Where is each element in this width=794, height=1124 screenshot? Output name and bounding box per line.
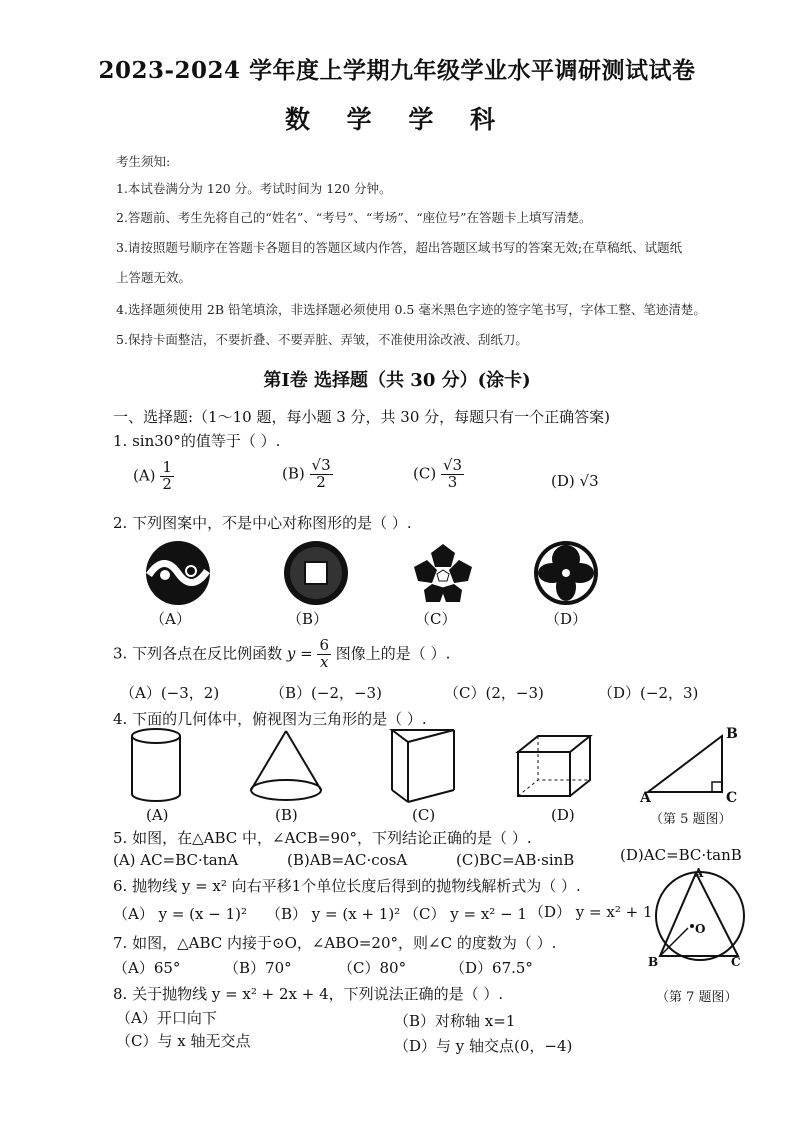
q6-option-c: （C） y = x² − 1 — [404, 905, 527, 923]
q1-option-a: (A) $\frac{1}{2}$ — [133, 458, 172, 493]
q4-figure-b — [246, 728, 326, 804]
section-instruction: 一、选择题:（1～10 题，每小题 3 分，共 30 分，每题只有一个正确答案) — [113, 408, 611, 426]
q2-figure-b — [283, 540, 349, 606]
q7-option-a: （A）65° — [113, 959, 181, 977]
q4-figure-c — [388, 726, 460, 806]
q8-option-b: （B）对称轴 x=1 — [394, 1012, 516, 1030]
q2-stem: 2. 下列图案中，不是中心对称图形的是（ ）. — [113, 514, 412, 532]
fig5-label-b: B — [726, 726, 738, 742]
notice-item-4: 4.选择题须使用 2B 铅笔填涂，非选择题必须使用 0.5 毫米黑色字迹的签字笔书写，字体工整、笔迹清楚。 — [116, 302, 706, 317]
notice-item-1: 1.本试卷满分为 120 分。考试时间为 120 分钟。 — [116, 181, 392, 196]
q4-figure-a — [128, 728, 184, 804]
q1-stem: 1. sin30°的值等于（ ）. — [113, 432, 281, 450]
notice-item-5: 5.保持卡面整洁，不要折叠、不要弄脏、弄皱，不准使用涂改液、刮纸刀。 — [116, 332, 528, 347]
q6-stem: 6. 抛物线 y = x² 向右平移1个单位长度后得到的抛物线解析式为（ ）. — [113, 877, 581, 895]
q8-option-a: （A）开口向下 — [116, 1009, 217, 1027]
q2-figure-c — [410, 540, 476, 606]
q5-option-a: (A) AC=BC·tanA — [113, 851, 239, 869]
q3-option-b: （B）(−2，−3) — [270, 684, 382, 702]
q2-label-a: （A） — [150, 610, 191, 628]
q5-option-b: (B)AB=AC·cosA — [287, 851, 408, 869]
q5-stem: 5. 如图，在△ABC 中，∠ACB=90°，下列结论正确的是（ ）. — [113, 829, 532, 847]
q3-stem: 3. 下列各点在反比例函数 y = $\frac{6}{x}$ 图像上的是（ ）. — [113, 636, 451, 671]
q8-stem: 8. 关于抛物线 y = x² + 2x + 4，下列说法正确的是（ ）. — [113, 985, 504, 1003]
q7-stem: 7. 如图，△ABC 内接于⊙O，∠ABO=20°，则∠C 的度数为（ ）. — [113, 934, 557, 952]
fig7-label-a: A — [694, 866, 704, 880]
q7-option-c: （C）80° — [338, 959, 407, 977]
q4-label-a: (A) — [146, 806, 169, 824]
q1-option-b: (B) $\frac{√3}{2}$ — [282, 456, 331, 491]
q8-option-d: （D）与 y 轴交点(0，−4) — [394, 1037, 573, 1055]
notice-item-3-cont: 上答题无效。 — [116, 270, 192, 285]
fig7-circle — [650, 866, 750, 966]
notice-heading: 考生须知: — [116, 154, 171, 169]
q7-option-d: （D）67.5° — [450, 959, 533, 977]
q3-option-c: （C）(2，−3) — [444, 684, 544, 702]
fig7-caption: （第 7 题图） — [656, 990, 738, 1005]
fig5-label-a: A — [640, 790, 651, 806]
q6-option-b: （B） y = (x + 1)² — [266, 905, 401, 923]
q2-label-c: （C） — [415, 610, 457, 628]
fig7-label-o: O — [695, 922, 706, 936]
q4-label-d: (D) — [551, 806, 575, 824]
notice-item-3: 3.请按照题号顺序在答题卡各题目的答题区域内作答，超出答题区域书写的答案无效;在草稿纸、试题纸 — [116, 240, 683, 255]
fig7-label-c: C — [731, 955, 741, 969]
q4-label-b: (B) — [275, 806, 298, 824]
q2-figure-a — [145, 540, 211, 606]
fig5-caption: （第 5 题图） — [650, 812, 732, 827]
q4-figure-d — [516, 734, 596, 800]
q2-label-d: （D） — [545, 610, 588, 628]
notice-item-2: 2.答题前、考生先将自己的“姓名”、“考号”、“考场”、“座位号”在答题卡上填写清楚。 — [116, 210, 592, 225]
q1-option-d: (D) √3 — [551, 472, 599, 490]
q1-option-c: (C) $\frac{√3}{3}$ — [413, 456, 463, 491]
q4-label-c: (C) — [412, 806, 436, 824]
q2-label-b: （B） — [287, 610, 329, 628]
q5-option-c: (C)BC=AB·sinB — [456, 851, 575, 869]
q6-option-d: （D） y = x² + 1 — [529, 903, 653, 921]
q2-figure-d — [533, 540, 599, 606]
q7-option-b: （B）70° — [224, 959, 292, 977]
q5-option-d: (D)AC=BC·tanB — [620, 846, 742, 864]
section-title: 第Ⅰ卷 选择题（共 30 分）(涂卡) — [263, 370, 531, 391]
exam-title: 2023-2024 学年度上学期九年级学业水平调研测试试卷 — [98, 57, 696, 84]
q6-option-a: （A） y = (x − 1)² — [113, 905, 248, 923]
q8-option-c: （C）与 x 轴无交点 — [116, 1032, 251, 1050]
q4-stem: 4. 下面的几何体中，俯视图为三角形的是（ ）. — [113, 710, 427, 728]
q3-option-a: （A）(−3，2) — [120, 684, 220, 702]
fig5-label-c: C — [726, 790, 738, 806]
fig7-label-b: B — [648, 955, 659, 969]
subject-title: 数 学 学 科 — [284, 105, 510, 134]
q3-option-d: （D）(−2，3) — [598, 684, 699, 702]
